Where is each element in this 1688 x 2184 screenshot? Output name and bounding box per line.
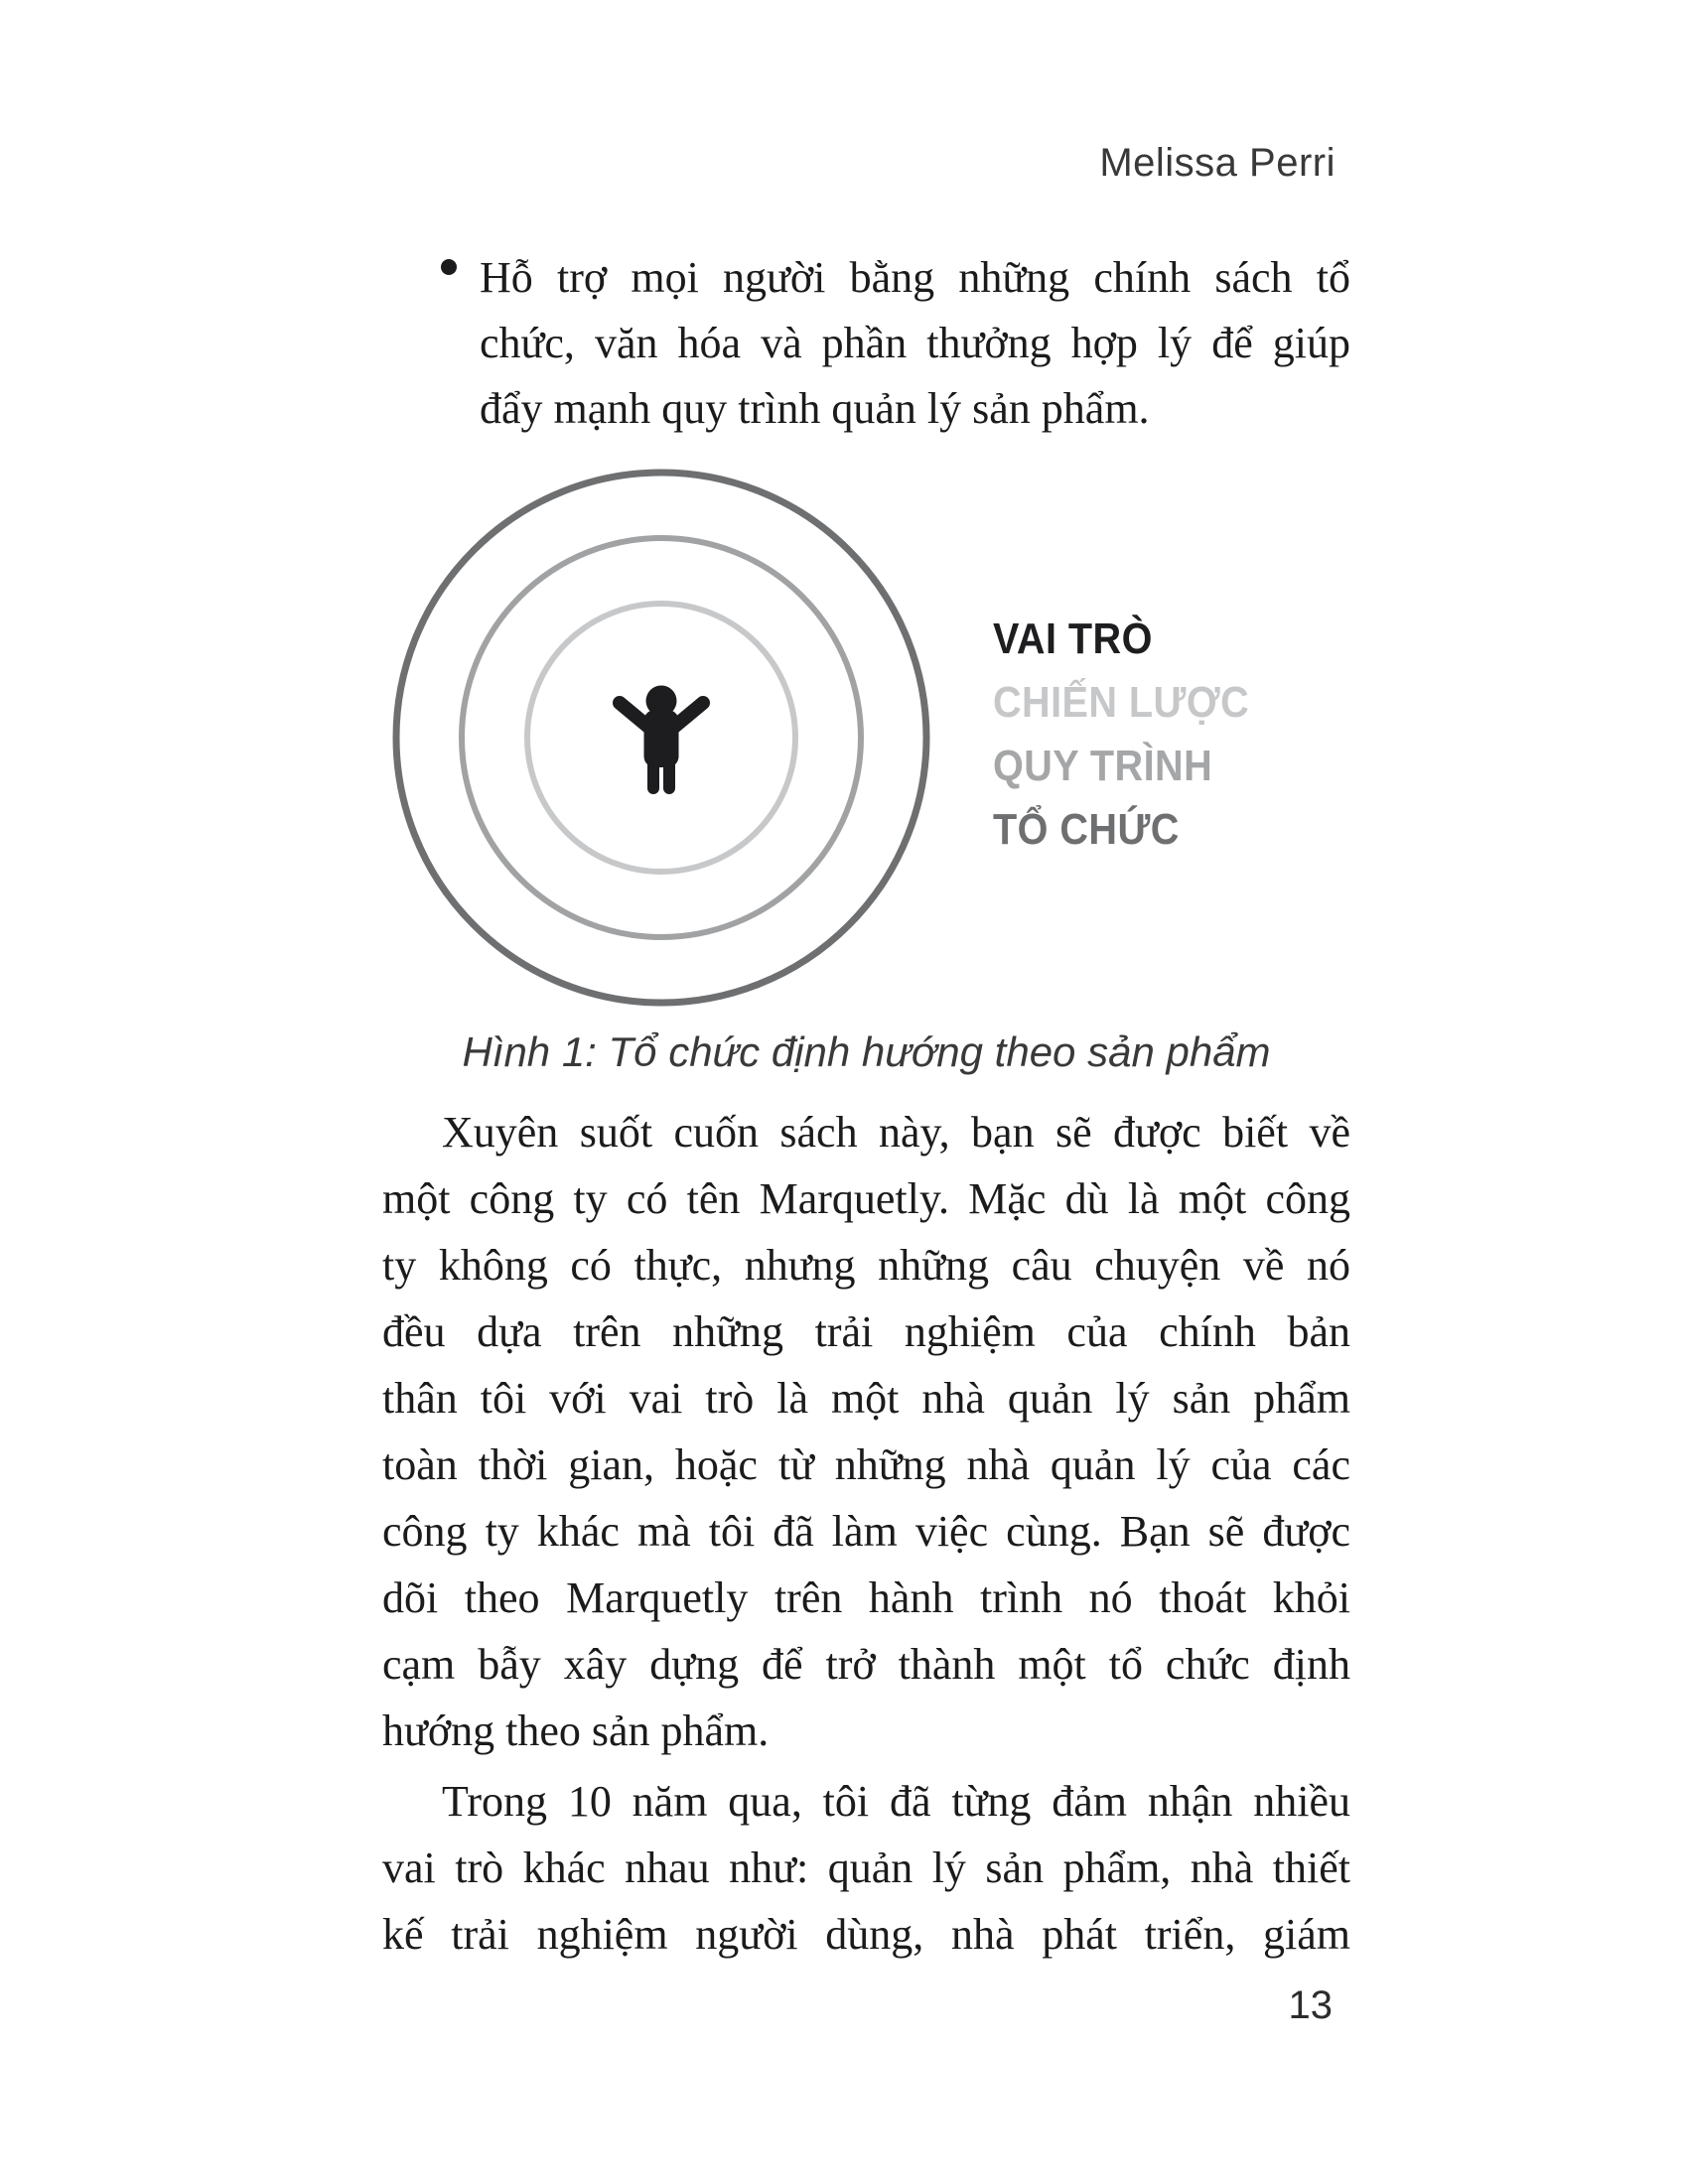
product-led-organization-diagram	[388, 465, 934, 1011]
body-text-line: đều dựa trên những trải nghiệm của chính bản	[382, 1307, 1350, 1356]
bullet-text-line: đẩy mạnh quy trình quản lý sản phẩm.	[480, 384, 1150, 433]
figure-legend	[993, 608, 1278, 862]
running-header: Melissa Perri	[1099, 141, 1336, 185]
figure-caption: Hình 1: Tổ chức định hướng theo sản phẩm	[462, 1028, 1271, 1075]
body-paragraph	[382, 1099, 1350, 1764]
person-icon	[620, 686, 703, 795]
body-text-line: công ty khác mà tôi đã làm việc cùng. Bạn sẽ được	[382, 1507, 1350, 1556]
body-text-line: vai trò khác nhau như: quản lý sản phẩm, nhà thiết	[382, 1843, 1350, 1892]
body-text-line: toàn thời gian, hoặc từ những nhà quản lý của các	[382, 1440, 1350, 1489]
bullet-marker	[441, 259, 457, 275]
figure-label-organization: TỔ CHỨC	[993, 805, 1180, 854]
body-text-line: thân tôi với vai trò là một nhà quản lý sản phẩm	[382, 1374, 1350, 1423]
bullet-text-line: chức, văn hóa và phần thưởng hợp lý để giúp	[480, 319, 1350, 367]
page-number: 13	[1288, 1983, 1333, 2027]
body-text-line: hướng theo sản phẩm.	[382, 1706, 770, 1755]
body-text-line: Xuyên suốt cuốn sách này, bạn sẽ được biết về	[442, 1108, 1350, 1157]
figure-label-process: QUY TRÌNH	[993, 742, 1213, 790]
body-text-line: ty không có thực, nhưng những câu chuyện về nó	[382, 1241, 1350, 1290]
bullet-list-item	[480, 245, 1350, 442]
body-paragraph	[382, 1768, 1350, 1968]
bullet-text-line: Hỗ trợ mọi người bằng những chính sách tổ	[480, 253, 1350, 302]
body-text-line: cạm bẫy xây dựng để trở thành một tổ chức định	[382, 1640, 1350, 1689]
body-text-line: một công ty có tên Marquetly. Mặc dù là một công	[382, 1174, 1350, 1223]
body-text-line: Trong 10 năm qua, tôi đã từng đảm nhận nhiều	[442, 1777, 1350, 1826]
body-text-line: kế trải nghiệm người dùng, nhà phát triển, giám	[382, 1910, 1350, 1959]
figure-label-role: VAI TRÒ	[993, 614, 1153, 663]
figure-label-strategy: CHIẾN LƯỢC	[993, 678, 1250, 727]
body-text-line: dõi theo Marquetly trên hành trình nó thoát khỏi	[382, 1573, 1350, 1622]
